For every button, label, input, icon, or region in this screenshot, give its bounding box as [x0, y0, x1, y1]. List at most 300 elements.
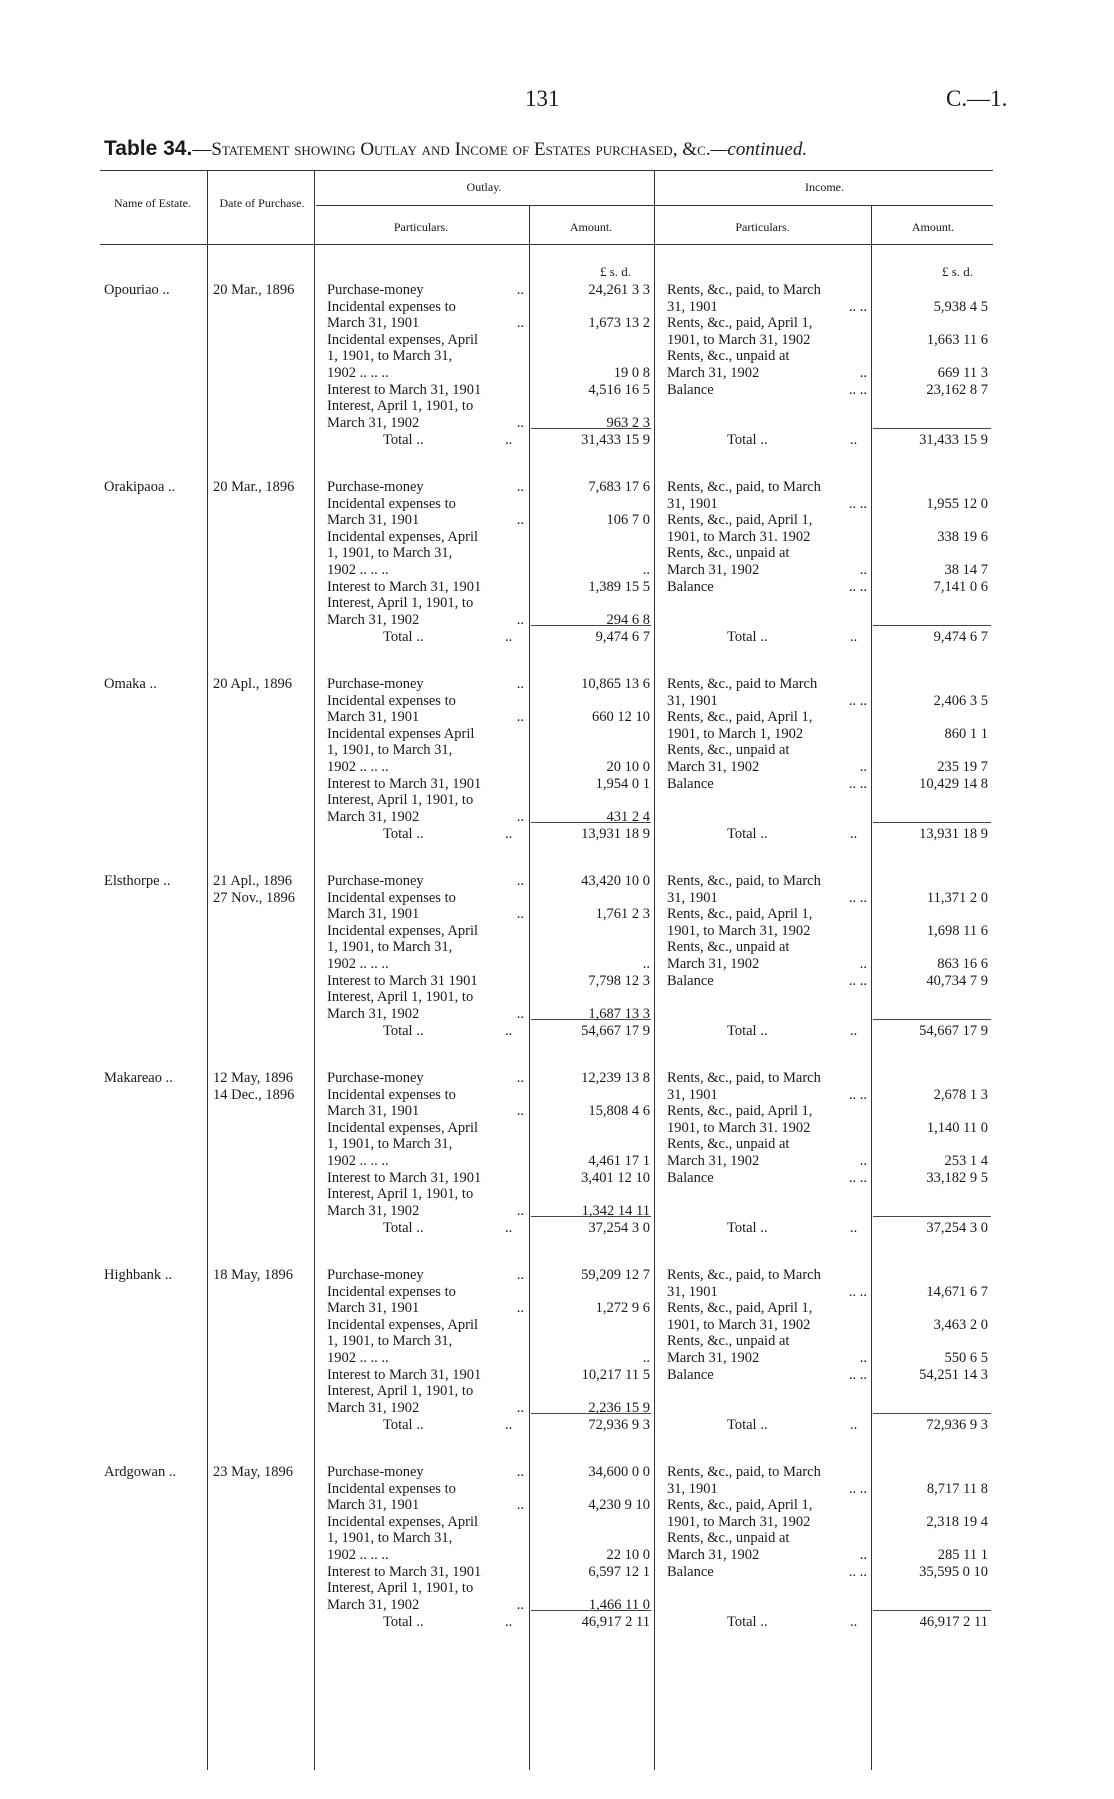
particulars-line	[667, 1087, 867, 1104]
outlay-particulars	[327, 1267, 524, 1416]
outlay-total-amount: 13,931 18 9	[581, 826, 650, 842]
particulars-text: March 31, 1902	[327, 808, 420, 825]
particulars-line	[327, 545, 524, 562]
particulars-line	[667, 890, 867, 907]
outlay-amounts	[534, 479, 650, 628]
particulars-leader: ..	[859, 364, 867, 381]
outlay-total-leader: ..	[505, 826, 513, 842]
particulars-text: Incidental expenses, April	[327, 331, 478, 348]
outlay-particulars	[327, 1070, 524, 1219]
header-name-of-estate: Name of Estate.	[114, 196, 191, 210]
particulars-line	[327, 1497, 524, 1514]
particulars-leader: .. ..	[848, 972, 867, 989]
income-total-label: Total ..	[727, 1023, 768, 1039]
currency-header-outlay: £ s. d.	[600, 264, 632, 279]
particulars-line	[327, 1350, 524, 1367]
particulars-leader: ..	[516, 611, 524, 628]
estate-name: Omaka ..	[104, 676, 157, 692]
income-amount: 33,182 9 5	[926, 1169, 988, 1186]
particulars-text: March 31, 1902	[667, 364, 760, 381]
total-rule	[531, 1610, 651, 1611]
particulars-line	[667, 1170, 867, 1187]
particulars-text: Interest to March 31, 1901	[327, 775, 482, 792]
income-amount	[880, 1300, 988, 1317]
particulars-line	[327, 1153, 524, 1170]
particulars-text: Balance	[667, 381, 714, 398]
particulars-leader: ..	[516, 315, 524, 332]
particulars-line	[667, 1103, 867, 1120]
outlay-total-leader: ..	[505, 1614, 513, 1630]
particulars-line	[667, 479, 867, 496]
income-amount: 10,429 14 8	[919, 775, 988, 792]
particulars-line	[667, 1547, 867, 1564]
income-amount: 2,678 1 3	[933, 1086, 988, 1103]
particulars-text: 1, 1901, to March 31,	[327, 348, 453, 365]
income-amount	[880, 1136, 988, 1153]
particulars-line	[327, 299, 524, 316]
income-amount: 3,463 2 0	[933, 1316, 988, 1333]
particulars-text: Balance	[667, 775, 714, 792]
particulars-line	[327, 1070, 524, 1087]
particulars-line	[327, 939, 524, 956]
income-amount	[880, 348, 988, 365]
particulars-leader: .. ..	[848, 1169, 867, 1186]
particulars-text: 1901, to March 31, 1902	[667, 331, 811, 348]
income-amount	[880, 1530, 988, 1547]
particulars-text: March 31, 1902	[327, 1399, 420, 1416]
income-amounts	[880, 1070, 988, 1186]
particulars-line	[667, 906, 867, 923]
table-number: Table 34.	[104, 137, 193, 160]
estate-name: Ardgowan ..	[104, 1464, 177, 1480]
outlay-amounts	[534, 1464, 650, 1613]
total-rule	[531, 1019, 651, 1020]
outlay-amounts	[534, 1267, 650, 1416]
purchase-date	[213, 1070, 294, 1103]
estate-block	[0, 1040, 1114, 1238]
purchase-date	[213, 1464, 293, 1481]
particulars-line	[327, 989, 524, 1006]
total-rule	[873, 1610, 991, 1611]
outlay-amount	[534, 1284, 650, 1301]
outlay-total-amount: 37,254 3 0	[588, 1220, 650, 1236]
header-date-of-purchase: Date of Purchase.	[219, 196, 305, 210]
particulars-text: 1, 1901, to March 31,	[327, 545, 453, 562]
income-total-amount: 54,667 17 9	[919, 1023, 988, 1039]
income-amount: 1,698 11 6	[926, 922, 988, 939]
particulars-line	[327, 1481, 524, 1498]
particulars-line	[327, 1464, 524, 1481]
particulars-line	[327, 1170, 524, 1187]
particulars-text: March 31, 1902	[667, 1349, 760, 1366]
particulars-leader: ..	[516, 282, 524, 298]
outlay-total-label: Total ..	[383, 629, 424, 645]
income-amounts	[880, 1267, 988, 1383]
outlay-amount: 431 2 4	[606, 808, 650, 825]
outlay-amount	[534, 989, 650, 1006]
particulars-line	[327, 382, 524, 399]
particulars-text: 1902 .. .. ..	[327, 1546, 389, 1563]
income-amount: 253 1 4	[944, 1152, 988, 1169]
particulars-leader: ..	[859, 1546, 867, 1563]
income-amount: 1,663 11 6	[926, 331, 988, 348]
income-total-leader: ..	[850, 1023, 858, 1039]
income-amount	[880, 1267, 988, 1284]
outlay-amount: ..	[642, 955, 650, 972]
table-continued: —continued.	[710, 139, 808, 160]
particulars-line	[667, 676, 867, 693]
total-rule	[873, 1216, 991, 1217]
particulars-line	[327, 1103, 524, 1120]
particulars-leader: .. ..	[848, 381, 867, 398]
income-amount	[880, 1497, 988, 1514]
outlay-amount: 10,217 11 5	[581, 1366, 650, 1383]
total-rule	[531, 428, 651, 429]
income-total-amount: 9,474 6 7	[933, 629, 988, 645]
particulars-line	[667, 1530, 867, 1547]
particulars-line	[327, 348, 524, 365]
outlay-amount	[534, 545, 650, 562]
particulars-text: Rents, &c., paid, April 1,	[667, 512, 813, 529]
outlay-amount	[534, 1580, 650, 1597]
particulars-text: Rents, &c., unpaid at	[667, 939, 790, 956]
particulars-line	[327, 1284, 524, 1301]
particulars-text: Rents, &c., paid, April 1,	[667, 1300, 813, 1317]
income-amount	[880, 545, 988, 562]
particulars-line	[327, 595, 524, 612]
particulars-leader: ..	[516, 479, 524, 495]
particulars-line	[327, 1317, 524, 1334]
outlay-amount: 3,401 12 10	[581, 1169, 650, 1186]
estate-block	[0, 646, 1114, 844]
income-total-leader: ..	[850, 432, 858, 448]
particulars-line	[327, 1547, 524, 1564]
particulars-line	[667, 873, 867, 890]
particulars-line	[327, 398, 524, 415]
particulars-leader: ..	[516, 1596, 524, 1613]
purchase-date-line: 12 May, 1896	[213, 1070, 294, 1086]
income-total-label: Total ..	[727, 1417, 768, 1433]
income-total-label: Total ..	[727, 1220, 768, 1236]
income-amount	[880, 479, 988, 496]
outlay-amount	[534, 1317, 650, 1334]
particulars-leader: ..	[516, 414, 524, 431]
income-total-amount: 46,917 2 11	[919, 1614, 988, 1630]
particulars-line	[327, 809, 524, 826]
particulars-text: 1901, to March 31. 1902	[667, 528, 811, 545]
purchase-date-line: 18 May, 1896	[213, 1267, 294, 1283]
particulars-line	[327, 1300, 524, 1317]
particulars-leader: ..	[516, 709, 524, 726]
particulars-text: 31, 1901	[667, 1086, 718, 1103]
total-rule	[873, 625, 991, 626]
particulars-line	[667, 365, 867, 382]
header-income-amount: Amount.	[911, 220, 955, 234]
particulars-line	[667, 1070, 867, 1087]
particulars-line	[667, 1267, 867, 1284]
income-total-leader: ..	[850, 1417, 858, 1433]
purchase-date-line: 23 May, 1896	[213, 1464, 294, 1480]
particulars-line	[327, 1514, 524, 1531]
particulars-line	[667, 726, 867, 743]
purchase-date	[213, 479, 294, 496]
particulars-leader: .. ..	[848, 495, 867, 512]
particulars-line	[327, 873, 524, 890]
particulars-line	[327, 890, 524, 907]
income-amount: 40,734 7 9	[926, 972, 988, 989]
particulars-line	[327, 1597, 524, 1614]
income-amounts	[880, 676, 988, 792]
purchase-date-line: 20 Apl., 1896	[213, 676, 292, 692]
particulars-text: 1901, to March 31, 1902	[667, 922, 811, 939]
particulars-text: Rents, &c., paid, to March	[667, 479, 821, 495]
particulars-line	[667, 1464, 867, 1481]
income-amount	[880, 315, 988, 332]
particulars-text: 1902 .. .. ..	[327, 1152, 389, 1169]
income-total-leader: ..	[850, 1220, 858, 1236]
particulars-leader: ..	[516, 1464, 524, 1480]
outlay-amount: 1,466 11 0	[588, 1596, 650, 1613]
particulars-leader: .. ..	[848, 692, 867, 709]
estate-block	[0, 449, 1114, 647]
particulars-text: Interest, April 1, 1901, to	[327, 792, 474, 809]
particulars-leader: .. ..	[848, 1563, 867, 1580]
outlay-total-amount: 54,667 17 9	[581, 1023, 650, 1039]
particulars-line	[327, 1267, 524, 1284]
particulars-leader: ..	[516, 906, 524, 923]
income-amount: 23,162 8 7	[926, 381, 988, 398]
table-caption: —Statement showing Outlay and Income of Estates purchased, &c.	[192, 139, 711, 160]
particulars-text: March 31, 1901	[327, 906, 420, 923]
particulars-text: Purchase-money	[327, 1070, 424, 1086]
income-amount: 14,671 6 7	[926, 1283, 988, 1300]
income-amount: 38 14 7	[944, 561, 988, 578]
outlay-amount: ..	[642, 561, 650, 578]
particulars-line	[667, 1350, 867, 1367]
income-amount: 5,938 4 5	[933, 298, 988, 315]
outlay-amount: 34,600 0 0	[588, 1464, 650, 1480]
income-particulars	[667, 479, 867, 595]
particulars-text: Interest, April 1, 1901, to	[327, 989, 474, 1006]
outlay-total-leader: ..	[505, 432, 513, 448]
outlay-total-leader: ..	[505, 629, 513, 645]
particulars-text: Incidental expenses, April	[327, 1119, 478, 1136]
outlay-amount: 20 10 0	[606, 758, 650, 775]
header-outlay: Outlay.	[466, 180, 502, 194]
outlay-total-label: Total ..	[383, 432, 424, 448]
particulars-line	[327, 759, 524, 776]
particulars-text: Interest to March 31, 1901	[327, 381, 482, 398]
particulars-line	[667, 1136, 867, 1153]
particulars-text: March 31, 1902	[327, 414, 420, 431]
income-total-label: Total ..	[727, 826, 768, 842]
income-particulars	[667, 1464, 867, 1580]
particulars-text: 31, 1901	[667, 692, 718, 709]
particulars-text: March 31, 1901	[327, 315, 420, 332]
income-total-amount: 31,433 15 9	[919, 432, 988, 448]
particulars-line	[327, 1580, 524, 1597]
outlay-amount: 1,954 0 1	[595, 775, 650, 792]
outlay-total-label: Total ..	[383, 1023, 424, 1039]
particulars-line	[327, 1203, 524, 1220]
outlay-amount	[534, 398, 650, 415]
particulars-text: March 31, 1902	[667, 1546, 760, 1563]
particulars-line	[667, 759, 867, 776]
particulars-line	[327, 1400, 524, 1417]
income-amount: 35,595 0 10	[919, 1563, 988, 1580]
purchase-date	[213, 1267, 293, 1284]
income-particulars	[667, 1267, 867, 1383]
purchase-date	[213, 873, 295, 906]
particulars-leader: ..	[516, 873, 524, 889]
particulars-text: Incidental expenses, April	[327, 528, 478, 545]
particulars-line	[327, 332, 524, 349]
particulars-leader: .. ..	[848, 1283, 867, 1300]
outlay-amount: 12,239 13 8	[581, 1070, 650, 1086]
particulars-line	[667, 529, 867, 546]
outlay-total-leader: ..	[505, 1220, 513, 1236]
particulars-line	[327, 365, 524, 382]
document-code: C.—1.	[946, 86, 1008, 111]
purchase-date-line: 20 Mar., 1896	[213, 479, 295, 495]
outlay-amount	[534, 1514, 650, 1531]
outlay-amount	[534, 1120, 650, 1137]
particulars-line	[667, 1497, 867, 1514]
particulars-text: 1902 .. .. ..	[327, 364, 389, 381]
particulars-text: Incidental expenses to	[327, 1086, 456, 1103]
purchase-date	[213, 676, 292, 693]
particulars-text: Incidental expenses, April	[327, 1316, 478, 1333]
outlay-amount: ..	[642, 1349, 650, 1366]
income-amount	[880, 1464, 988, 1481]
particulars-leader: ..	[859, 561, 867, 578]
particulars-text: Incidental expenses April	[327, 725, 475, 742]
outlay-total-leader: ..	[505, 1023, 513, 1039]
particulars-leader: .. ..	[848, 889, 867, 906]
page-number: 131	[525, 86, 560, 111]
outlay-total-label: Total ..	[383, 1417, 424, 1433]
particulars-line	[667, 1317, 867, 1334]
outlay-amount: 59,209 12 7	[581, 1267, 650, 1283]
purchase-date-line: 20 Mar., 1896	[213, 282, 295, 298]
particulars-text: March 31, 1902	[667, 561, 760, 578]
particulars-line	[667, 709, 867, 726]
purchase-date-line: 14 Dec., 1896	[213, 1086, 295, 1103]
particulars-line	[667, 299, 867, 316]
particulars-line	[327, 496, 524, 513]
particulars-text: Incidental expenses to	[327, 1480, 456, 1497]
particulars-line	[667, 348, 867, 365]
particulars-line	[327, 1383, 524, 1400]
particulars-line	[327, 282, 524, 299]
income-amount: 550 6 5	[944, 1349, 988, 1366]
particulars-line	[327, 1136, 524, 1153]
particulars-text: Interest, April 1, 1901, to	[327, 1186, 474, 1203]
particulars-line	[327, 973, 524, 990]
estate-name: Highbank ..	[104, 1267, 173, 1283]
total-rule	[873, 822, 991, 823]
outlay-amount: 660 12 10	[592, 709, 650, 726]
income-particulars	[667, 873, 867, 989]
particulars-line	[327, 923, 524, 940]
particulars-line	[327, 1186, 524, 1203]
income-amount	[880, 1070, 988, 1087]
total-rule	[531, 1413, 651, 1414]
particulars-text: Rents, &c., paid, April 1,	[667, 709, 813, 726]
particulars-text: Rents, &c., paid to March	[667, 676, 818, 692]
particulars-leader: ..	[516, 1202, 524, 1219]
income-amount: 54,251 14 3	[919, 1366, 988, 1383]
estate-name: Elsthorpe ..	[104, 873, 171, 889]
particulars-text: Incidental expenses, April	[327, 1513, 478, 1530]
outlay-amount: 6,597 12 1	[588, 1563, 650, 1580]
outlay-amount: 1,761 2 3	[595, 906, 650, 923]
outlay-amount: 1,687 13 3	[588, 1005, 650, 1022]
particulars-text: 1902 .. .. ..	[327, 955, 389, 972]
outlay-amount: 7,683 17 6	[588, 479, 650, 495]
purchase-date	[213, 282, 294, 299]
particulars-text: 1901, to March 31, 1902	[667, 1513, 811, 1530]
outlay-amount	[534, 1186, 650, 1203]
particulars-line	[327, 479, 524, 496]
income-amount	[880, 676, 988, 693]
income-amount: 669 11 3	[937, 364, 988, 381]
particulars-line	[667, 1284, 867, 1301]
estate-block	[0, 1434, 1114, 1632]
income-amount: 235 19 7	[937, 758, 988, 775]
outlay-total-amount: 46,917 2 11	[581, 1614, 650, 1630]
particulars-line	[667, 332, 867, 349]
particulars-text: Rents, &c., unpaid at	[667, 1136, 790, 1153]
particulars-text: Rents, &c., paid, April 1,	[667, 315, 813, 332]
outlay-amount	[534, 693, 650, 710]
particulars-text: March 31, 1901	[327, 1300, 420, 1317]
outlay-amount	[534, 1136, 650, 1153]
outlay-total-amount: 31,433 15 9	[581, 432, 650, 448]
particulars-text: March 31, 1902	[327, 1005, 420, 1022]
outlay-amount: 106 7 0	[606, 512, 650, 529]
particulars-text: March 31, 1902	[667, 758, 760, 775]
particulars-text: Rents, &c., paid, to March	[667, 282, 821, 298]
outlay-particulars	[327, 676, 524, 825]
particulars-line	[327, 529, 524, 546]
particulars-text: Balance	[667, 1366, 714, 1383]
outlay-amount	[534, 742, 650, 759]
income-amounts	[880, 479, 988, 595]
particulars-line	[667, 496, 867, 513]
outlay-particulars	[327, 1464, 524, 1613]
particulars-text: Rents, &c., paid, to March	[667, 1464, 821, 1480]
outlay-amount: 4,461 17 1	[588, 1152, 650, 1169]
income-amount	[880, 1333, 988, 1350]
particulars-text: Balance	[667, 578, 714, 595]
particulars-line	[327, 693, 524, 710]
particulars-text: Balance	[667, 1169, 714, 1186]
particulars-leader: ..	[516, 1070, 524, 1086]
particulars-line	[667, 562, 867, 579]
outlay-amount	[534, 792, 650, 809]
income-particulars	[667, 1070, 867, 1186]
income-amount	[880, 939, 988, 956]
particulars-text: March 31, 1902	[327, 1202, 420, 1219]
particulars-text: Incidental expenses to	[327, 1283, 456, 1300]
income-amount	[880, 1103, 988, 1120]
outlay-amount	[534, 1087, 650, 1104]
particulars-text: 1, 1901, to March 31,	[327, 1136, 453, 1153]
particulars-line	[667, 923, 867, 940]
outlay-amount	[534, 348, 650, 365]
particulars-text: Interest to March 31 1901	[327, 972, 478, 989]
